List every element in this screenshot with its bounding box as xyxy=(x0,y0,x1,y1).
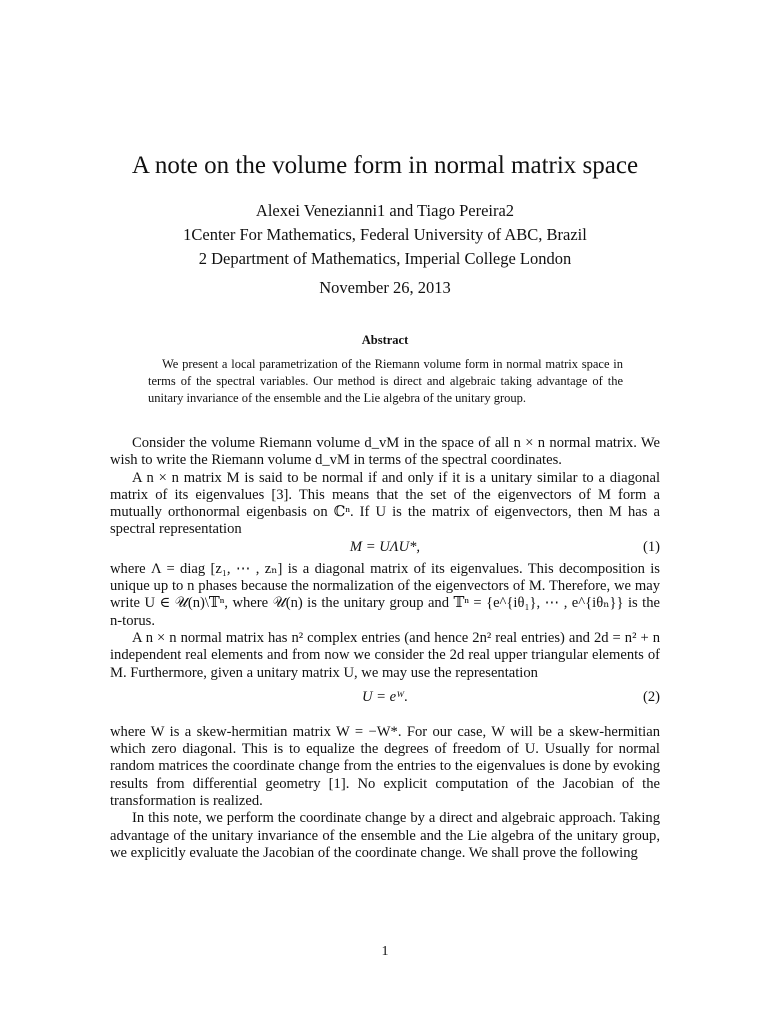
paper-date: November 26, 2013 xyxy=(319,278,451,297)
paragraph-4: A n × n normal matrix has n² complex entries (and hence 2n² real entries) and 2d = n² + n independent real elements and from now we consider the 2d real upper triangular elements of M. Furthermore, given a unitary matrix U, we may use the representation xyxy=(110,629,660,681)
paragraph-2: A n × n matrix M is said to be normal if and only if it is a unitary similar to a diagonal matrix of its eigenvalues [3]. This means that the set of the eigenvectors of M form a mutually orthonormal eigenbasis on ℂⁿ. If U is the matrix of eigenvectors, then M has a spectral representation xyxy=(110,469,660,538)
equation-1-tag: (1) xyxy=(642,538,660,555)
paragraph-5: where W is a skew-hermitian matrix W = −W*. For our case, W will be a skew-hermitian which zero diagonal. This is to equalize the degrees of freedom of U. Usually for normal random matrices the coordinate change from the entries to the eigenvalues is done by evoking results from differential geometry [1]. No explicit computation of the Jacobian of the transformation is realized. xyxy=(110,723,660,810)
page-number: 1 xyxy=(381,944,389,959)
body-text xyxy=(110,435,660,862)
affiliation-2: 2 Department of Mathematics, Imperial College London xyxy=(198,249,572,268)
equation-1-body: M = UΛU*, xyxy=(349,538,421,555)
paragraph-3: where Λ = diag [z₁, ⋯ , zₙ] is a diagonal matrix of its eigenvalues. This decomposition is unique up to n phases because the normalization of the eigenvectors of M. Therefore, we may write U ∈ 𝒰(n)\𝕋ⁿ, where 𝒰(n) is the unitary group and 𝕋ⁿ = {e^{iθ₁}, ⋯ , e^{iθₙ}} is the n-torus. xyxy=(110,560,660,629)
abstract-heading: Abstract xyxy=(361,333,409,347)
equation-2 xyxy=(110,689,660,717)
affiliation-1: 1Center For Mathematics, Federal University of ABC, Brazil xyxy=(183,225,587,244)
paragraph-6: In this note, we perform the coordinate change by a direct and algebraic approach. Taking advantage of the unitary invariance of the ensemble and the Lie algebra of the unitary group, we explicitly evaluate the Jacobian of the coordinate change. We shall prove the following xyxy=(110,810,660,861)
author-names: Alexei Venezianni1 and Tiago Pereira2 xyxy=(255,201,515,220)
equation-2-body: U = eᵂ. xyxy=(361,688,409,705)
author-block xyxy=(0,199,770,271)
paragraph-1: Consider the volume Riemann volume d_vM in the space of all n × n normal matrix. We wish to write the Riemann volume d_vM in terms of the spectral coordinates. xyxy=(110,435,660,469)
paper-title: A note on the volume form in normal matrix space xyxy=(131,152,639,179)
abstract-text: We present a local parametrization of the Riemann volume form in normal matrix space in terms of the spectral variables. Our method is direct and algebraic taking advantage of the unitary invariance of the ensemble and the Lie algebra of the unitary group. xyxy=(148,357,623,406)
equation-1 xyxy=(110,539,660,561)
equation-2-tag: (2) xyxy=(642,688,660,705)
